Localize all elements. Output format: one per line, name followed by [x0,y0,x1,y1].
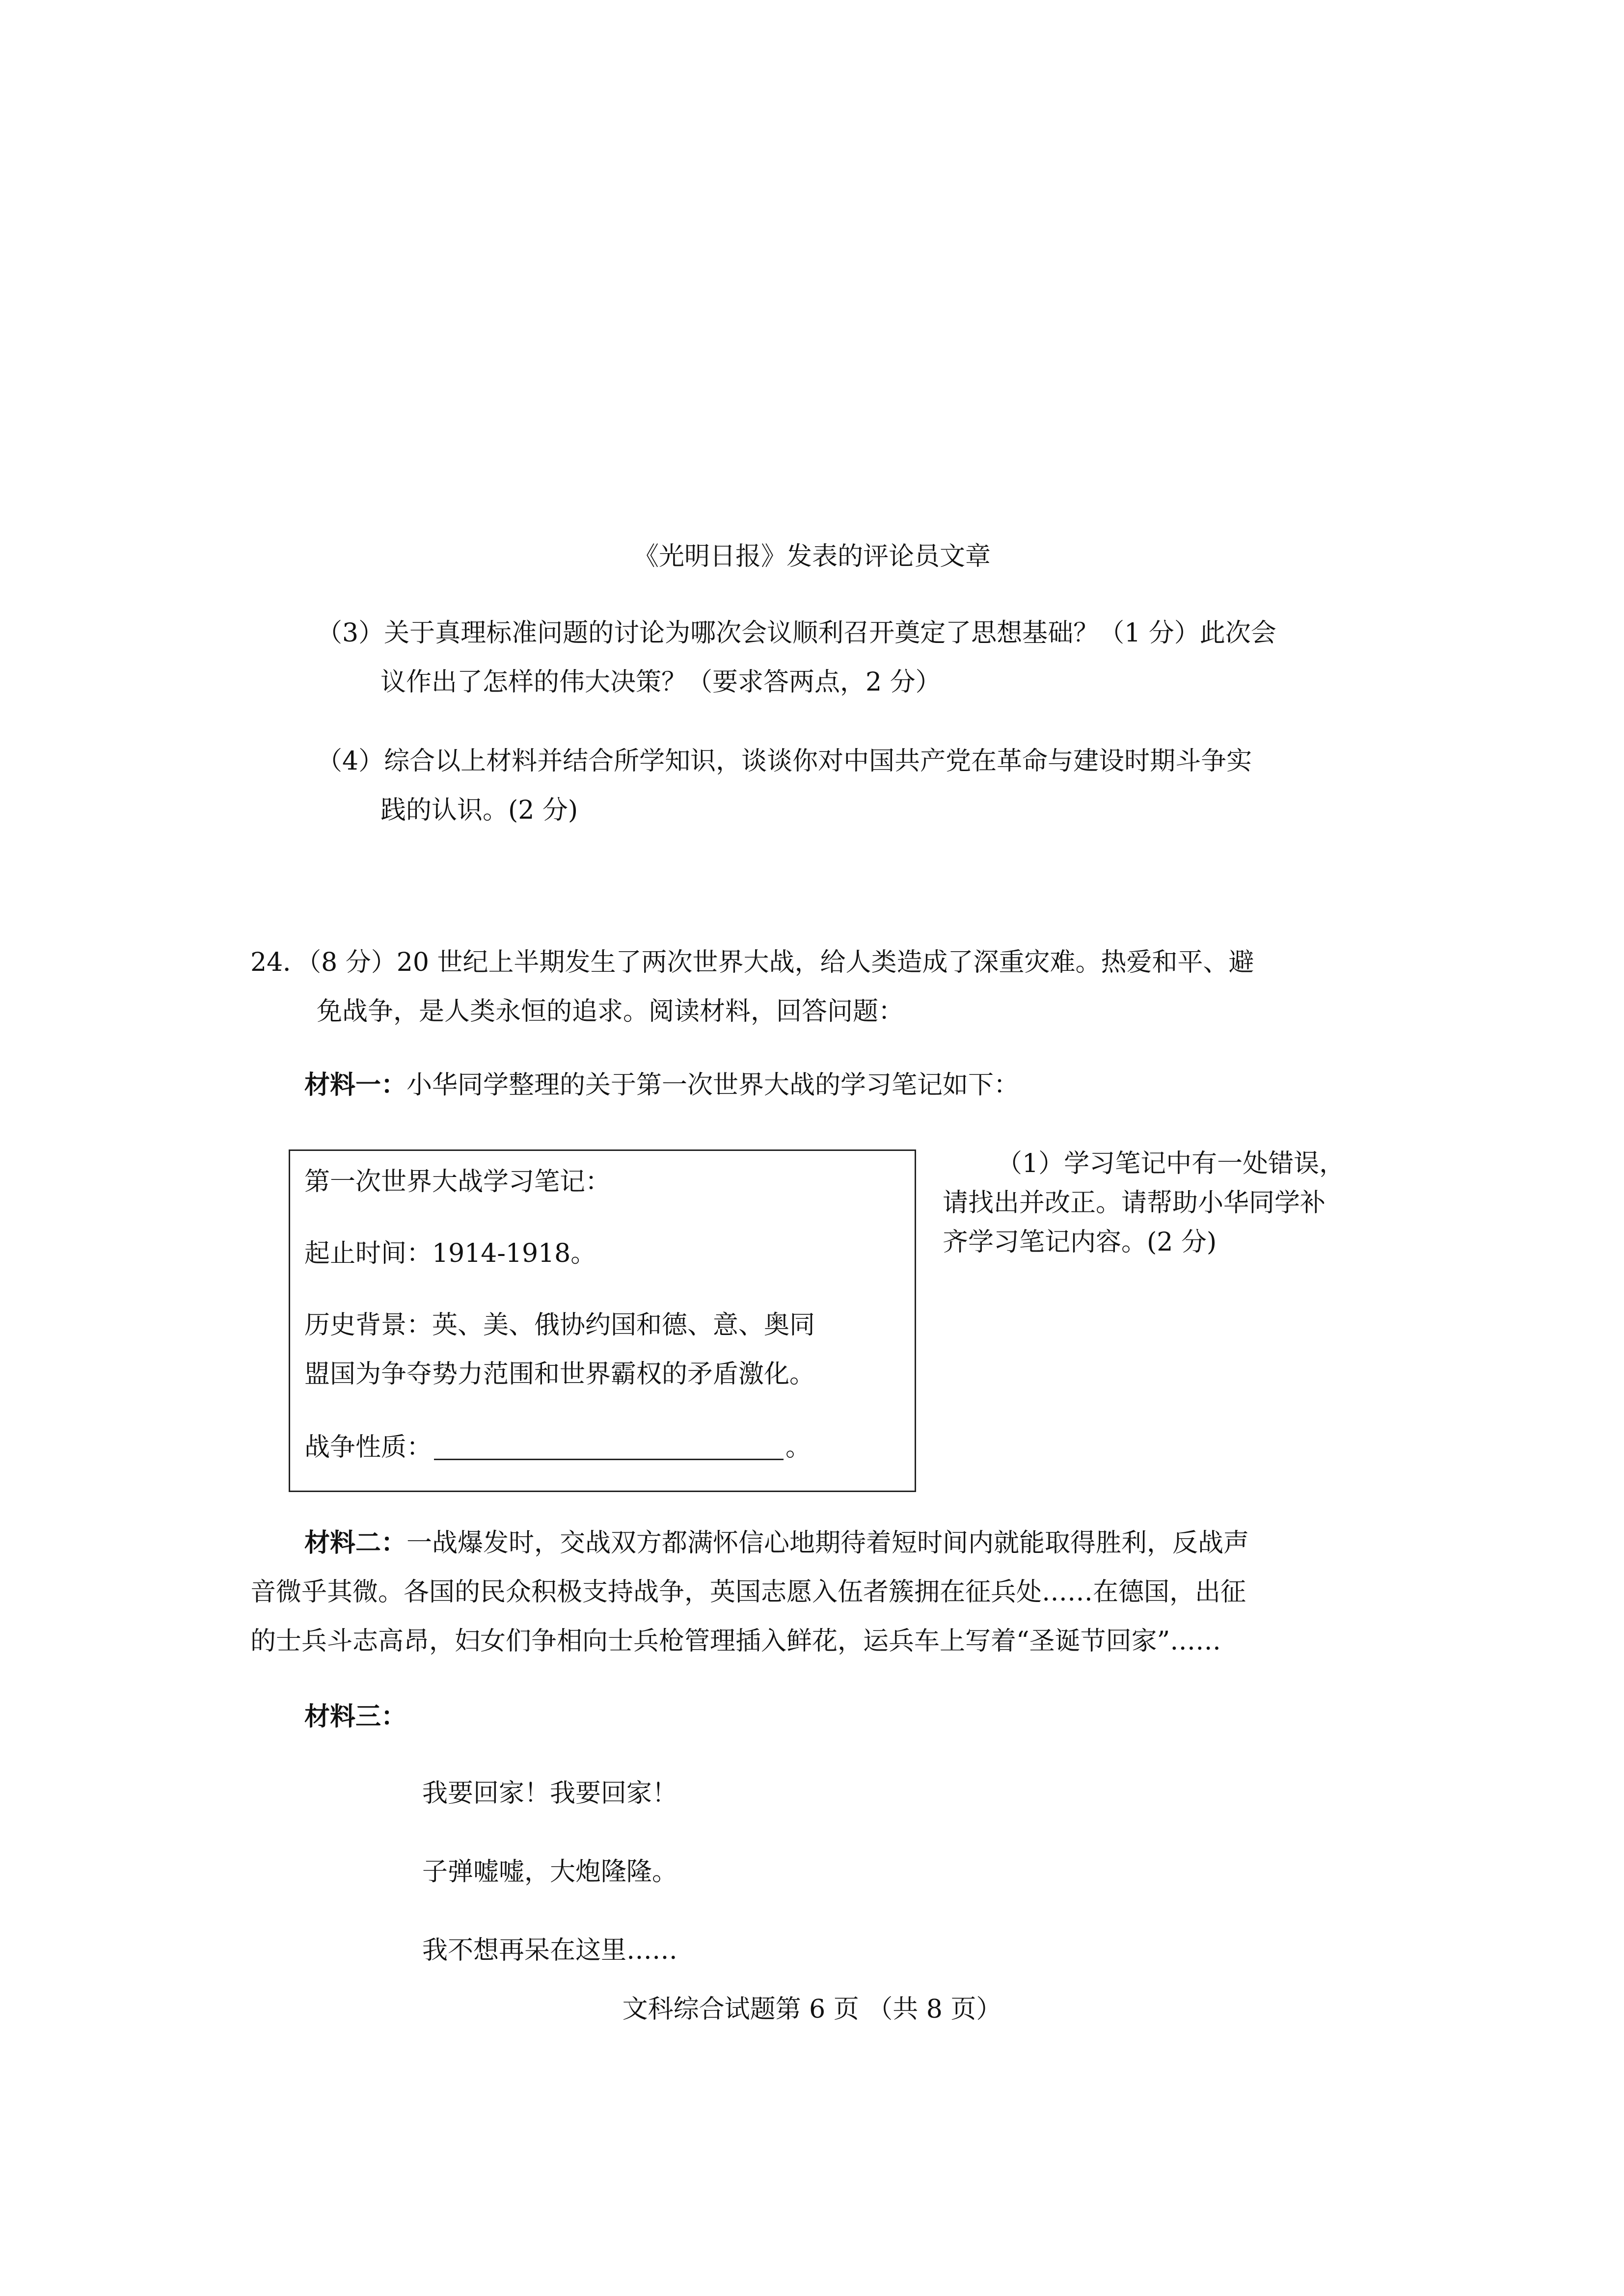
sub-question-1-line-2: 请找出并改正。请帮助小华同学补 [943,1188,1326,1218]
page-footer: 文科综合试题第 6 页 （共 8 页） [622,1995,1002,2024]
notes-time-range: 起止时间：1914-1918。 [304,1239,596,1268]
notes-war-nature [304,1434,811,1460]
notes-title: 第一次世界大战学习笔记： [304,1167,611,1197]
question-4-line-2: 践的认识。(2 分) [380,796,578,825]
figure-caption: 《光明日报》发表的评论员文章 [633,542,991,571]
material-2-line-2: 音微乎其微。各国的民众积极支持战争，英国志愿入伍者簇拥在征兵处……在德国，出征 [250,1577,1246,1607]
poem-line: 我要回家！我要回家！ [422,1779,678,1808]
poem-line: 子弹嘘嘘，大炮隆隆。 [422,1857,678,1887]
material-2-text-1: 一战爆发时，交战双方都满怀信心地期待着短时间内就能取得胜利，反战声 [406,1528,1249,1558]
material-1-text: 小华同学整理的关于第一次世界大战的学习笔记如下： [406,1070,1020,1100]
war-nature-blank [434,1434,784,1460]
material-1-intro [304,1072,1019,1098]
poem-line: 我不想再呆在这里…… [422,1936,678,1965]
question-24-line-2: 免战争，是人类永恒的追求。阅读材料，回答问题： [317,997,904,1026]
sub-question-1-line-3: 齐学习笔记内容。(2 分) [943,1228,1217,1257]
material-1-label: 材料一： [304,1070,407,1100]
war-nature-label: 战争性质： [304,1433,433,1462]
notes-background-line-2: 盟国为争夺势力范围和世界霸权的矛盾激化。 [304,1360,815,1389]
material-2-line-1 [304,1530,1249,1556]
material-2-label: 材料二： [304,1528,407,1558]
war-nature-end: 。 [785,1433,812,1462]
question-3-line-1: （3）关于真理标准问题的讨论为哪次会议顺利召开奠定了思想基础？（1 分）此次会 [317,618,1276,648]
question-3-line-2: 议作出了怎样的伟大决策？（要求答两点，2 分） [380,667,941,697]
question-4-line-1: （4）综合以上材料并结合所学知识，谈谈你对中国共产党在革命与建设时期斗争实 [317,747,1252,776]
sub-question-1-line-1: （1）学习笔记中有一处错误， [997,1149,1345,1178]
notes-background-line-1: 历史背景：英、美、俄协约国和德、意、奥同 [304,1310,815,1340]
question-24-line-1: 24．（8 分）20 世纪上半期发生了两次世界大战，给人类造成了深重灾难。热爱和平、避 [250,948,1254,977]
material-3-label: 材料三： [304,1702,407,1732]
material-2-line-3: 的士兵斗志高昂，妇女们争相向士兵枪管理插入鲜花，运兵车上写着“圣诞节回家”…… [250,1627,1221,1656]
